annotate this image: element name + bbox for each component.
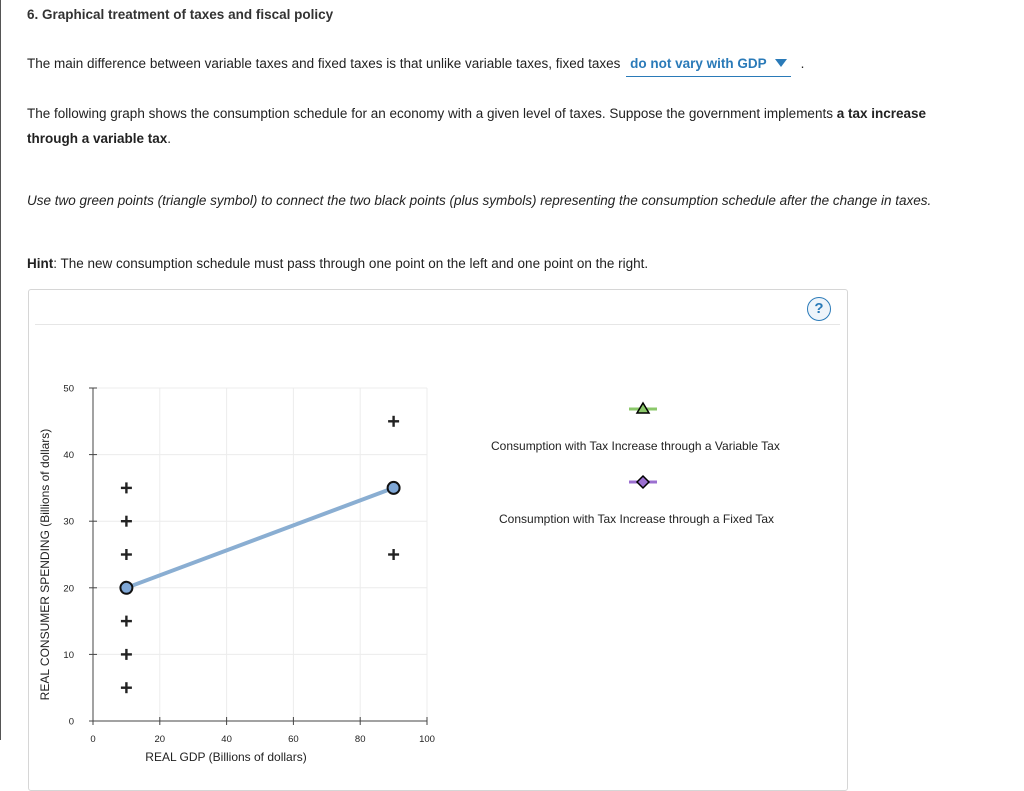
plus-point — [121, 516, 132, 527]
paragraph-2-bold: a tax increase through a variable tax — [27, 106, 927, 146]
graph-panel — [28, 289, 848, 791]
left-border — [0, 0, 1, 740]
paragraph-2-end: . — [167, 131, 172, 146]
paragraph-1-end: . — [800, 56, 805, 71]
paragraph-1-text: The main difference between variable taxes and fixed taxes is that unlike variable taxes, fixed taxes — [27, 56, 621, 71]
consumption-point[interactable] — [120, 582, 132, 594]
consumption-point[interactable] — [388, 482, 400, 494]
question-paragraph-1 — [27, 51, 804, 77]
chart-tick-labels — [63, 384, 435, 746]
y-tick-label: 20 — [63, 583, 74, 595]
x-tick-label: 0 — [90, 734, 96, 745]
hint — [27, 251, 648, 276]
help-button[interactable]: ? — [807, 297, 831, 321]
y-axis-label: REAL CONSUMER SPENDING (Billions of dollars) — [38, 428, 52, 701]
y-tick-label: 40 — [63, 450, 74, 462]
chart-axes — [89, 388, 427, 725]
hint-label: Hint — [27, 256, 54, 271]
instructions-text: Use two green points (triangle symbol) to connect the two black points (plus symbols) representing the consumption schedule after the change in taxes. — [27, 193, 932, 208]
chart-markers — [120, 416, 399, 693]
x-axis-label: REAL GDP (Billions of dollars) — [145, 750, 307, 764]
y-tick-label: 0 — [68, 716, 74, 728]
plus-point — [121, 616, 132, 627]
plus-point — [121, 682, 132, 693]
variable-tax-triangle-tool[interactable] — [625, 399, 661, 419]
x-tick-label: 80 — [354, 734, 366, 745]
chart-lines — [126, 488, 393, 588]
legend-variable-tax: Consumption with Tax Increase through a Variable Tax — [491, 439, 780, 453]
question-paragraph-2 — [27, 101, 967, 151]
fixed-tax-diamond-tool[interactable] — [625, 472, 661, 492]
x-tick-label: 60 — [288, 734, 299, 745]
legend-fixed-tax: Consumption with Tax Increase through a Fixed Tax — [499, 512, 775, 526]
plus-point — [388, 549, 399, 560]
y-tick-label: 10 — [63, 649, 74, 661]
plus-point — [121, 549, 132, 560]
y-tick-label: 50 — [63, 383, 74, 395]
x-tick-label: 40 — [221, 734, 232, 745]
fixed-taxes-dropdown[interactable] — [626, 51, 791, 77]
consumption-chart[interactable] — [29, 290, 847, 774]
chart-grid — [93, 388, 427, 721]
diamond-icon — [637, 476, 649, 488]
question-title: 6. Graphical treatment of taxes and fiscal policy — [27, 7, 334, 22]
chevron-down-icon — [775, 59, 787, 67]
plus-point — [388, 416, 399, 427]
hint-text: : The new consumption schedule must pass through one point on the left and one point on the right. — [53, 256, 649, 271]
y-tick-label: 30 — [63, 516, 74, 528]
x-tick-label: 20 — [154, 734, 166, 745]
plus-point — [121, 482, 132, 493]
x-tick-label: 100 — [419, 734, 435, 745]
consumption-schedule-line — [126, 488, 393, 588]
paragraph-2-text: The following graph shows the consumption schedule for an economy with a given level of taxes. Suppose the government implements — [27, 106, 833, 121]
dropdown-selected-value: do not vary with GDP — [630, 56, 767, 71]
plus-point — [121, 649, 132, 660]
